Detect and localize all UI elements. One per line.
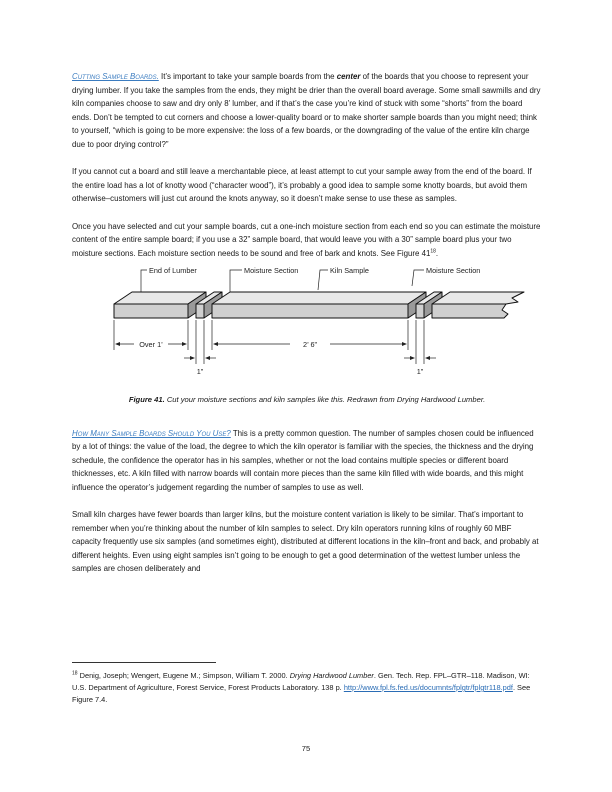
heading-cutting-sample-boards: Cutting Sample Boards. bbox=[72, 72, 159, 81]
figure-41-diagram bbox=[72, 264, 542, 382]
footnote-ref[interactable]: 18 bbox=[430, 248, 436, 255]
heading-how-many-samples: How Many Sample Boards Should You Use? bbox=[72, 428, 231, 438]
label-end-of-lumber: End of Lumber bbox=[149, 266, 197, 276]
figure-caption-label: Figure 41. bbox=[128, 395, 165, 405]
paragraph-text: This is a pretty common question. The number of samples chosen could be influenced by a lot of things: the value of the load, the degree to which the kiln operator is familiar with the species, the thickness and the drying schedule, the confidence the operator has in his samples, whether or not the load contains multiple species or different board thicknesses, etc. A kiln filled with narrow boards will contain more pieces than the same kiln filled with wide boards, and this might influence the operator’s judgement regarding the number of samples to use as well. bbox=[72, 428, 534, 492]
label-over-one-foot: Over 1’ bbox=[139, 340, 163, 350]
paragraph-small-kiln-charges: Small kiln charges have fewer boards than larger kilns, but the moisture content variation is likely to be similar. That’s important to remember when you’re thinking about the number of kiln samples to select. Dry kiln operators running kilns of roughly 60 MBF capacity frequently use six samples (and sometimes eight), distributed at different locations in the kiln–front and back, and probably at different heights. Even using eight samples isn’t going to be enough to get a good determination of the wettest lumber unless the samples are chosen deliberately and bbox=[72, 510, 539, 574]
page-body bbox=[72, 70, 542, 576]
paragraph-text: Once you have selected and cut your sample boards, cut a one-inch moisture section from each end so you can estimate the moisture content of the entire sample board; if you use a 32” sample board, that would leave you with a 30” sample board plus your two moisture sections. Each moisture section needs to be sound and free of bark and knots. See Figure 41 bbox=[72, 221, 541, 258]
footnote-title: Drying Hardwood Lumber bbox=[289, 671, 374, 680]
footnote bbox=[72, 670, 542, 706]
footnote-authors: Denig, Joseph; Wengert, Eugene M.; Simpson, William T. 2000. bbox=[79, 671, 288, 680]
label-one-inch-right: 1” bbox=[416, 367, 424, 377]
label-kiln-sample: Kiln Sample bbox=[330, 266, 369, 276]
paragraph-cutting-sample-boards bbox=[72, 70, 542, 152]
paragraph-merchantable: If you cannot cut a board and still leave a merchantable piece, at least attempt to cut your sample away from the end of the board. If the entire load has a lot of knotty wood (“character wood”), it’s probably a good idea to sample some knotty boards, but avoid them otherwise–customers will just cut around the knots anyway, so it doesn’t make sense to use these as samples. bbox=[72, 167, 532, 204]
page-number: 75 bbox=[301, 744, 311, 753]
emphasis-center: center bbox=[336, 72, 361, 81]
footnote-after: . See Figure 7.4. bbox=[72, 683, 531, 704]
footnote-details: . Gen. Tech. Rep. FPL–GTR–118. Madison, WI: U.S. Department of Agriculture, Forest Service, Forest Products Laboratory. 138 p. bbox=[72, 671, 530, 692]
figure-caption bbox=[72, 393, 542, 407]
footnote-divider bbox=[72, 662, 216, 663]
paragraph-moisture-sections: Once you have selected and cut your sample boards, cut a one-inch moisture section from each end so you can estimate the moisture content of the entire sample board; if you use a 32” sample board, that would leave you with a 30” sample board plus your two moisture sections. Each moisture section needs to be sound and free of bark and knots. See Figure $41^{18}$. bbox=[72, 221, 541, 258]
paragraph-how-many-samples bbox=[72, 427, 542, 495]
paragraph-lead: It’s important to take your sample boards from the bbox=[161, 72, 335, 81]
label-moisture-section-right: Moisture Section bbox=[426, 266, 481, 276]
paragraph-text: of the boards that you choose to represent your drying lumber. If you take the samples from the ends, they might be drier than the overall board average. Some small sawmills and dry kiln companies choose to saw and dry only 8’ lumber, and if that’s the case you’re kind of stuck with some “shorts” from the board ends. Don’t be tempted to cut corners and choose a lower-quality board or to make shorter sample boards than you might need; think to yourself, “which is going to be more expensive: the loss of a few boards, or the downgrading of the value of the entire kiln charge due to poor drying control?” bbox=[72, 72, 541, 149]
label-two-feet-six: 2’ 6” bbox=[303, 340, 317, 350]
label-one-inch-left: 1” bbox=[196, 367, 204, 377]
figure-caption-text: Cut your moisture sections and kiln samples like this. Redrawn from Drying Hardwood Lumber. bbox=[166, 395, 486, 405]
footnote-number: 18 bbox=[72, 670, 78, 677]
label-moisture-section-left: Moisture Section bbox=[244, 266, 299, 276]
footnote-link[interactable]: http://www.fpl.fs.fed.us/documnts/fplgtr/fplgtr118.pdf bbox=[343, 683, 513, 692]
